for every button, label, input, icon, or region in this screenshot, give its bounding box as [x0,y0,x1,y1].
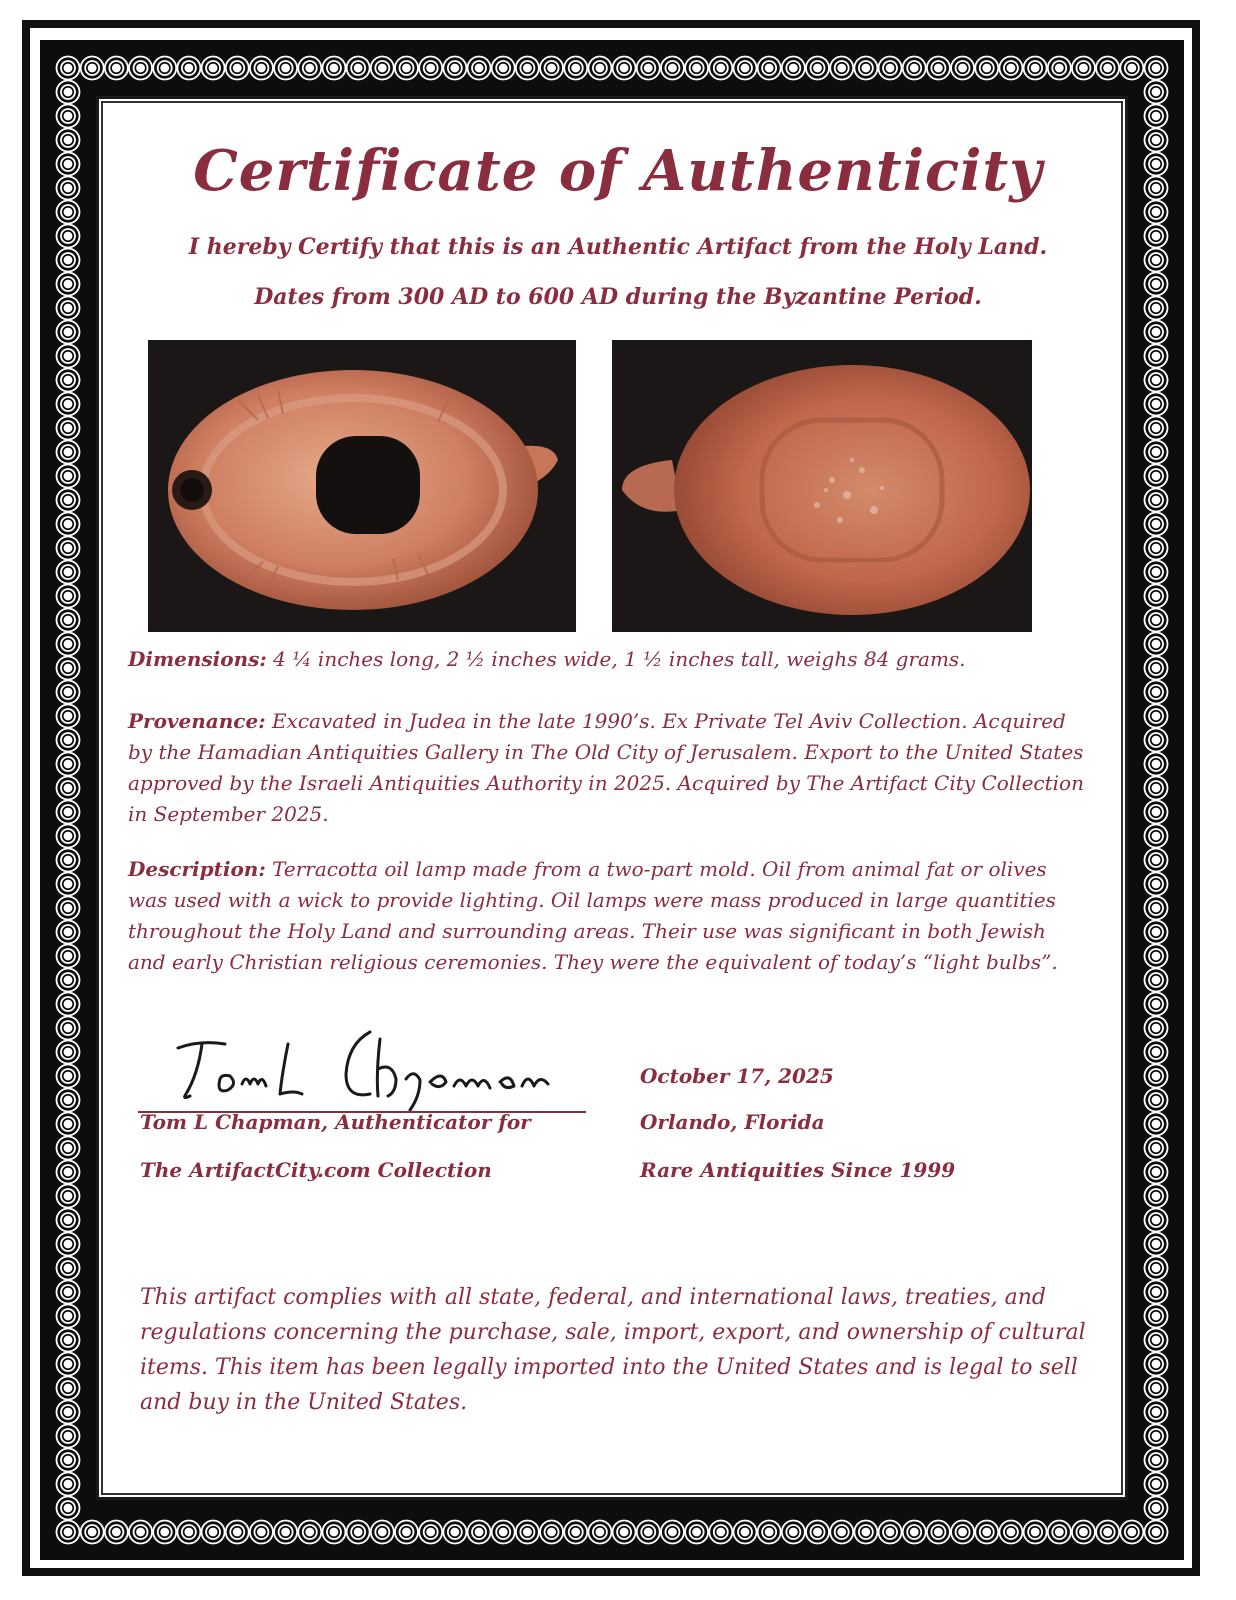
tagline: Rare Antiquities Since 1999 [640,1158,956,1182]
issue-date: October 17, 2025 [640,1064,834,1088]
lamp-photo-top [148,340,576,632]
provenance-label: Provenance: [128,709,266,733]
description-paragraph [128,854,1088,978]
oil-lamp-bottom-view-icon [612,340,1032,632]
provenance-paragraph [128,706,1088,830]
provenance-text: Excavated in Judea in the late 1990’s. Ex Private Tel Aviv Collection. Acquired by the Hamadian Antiquities Gallery in The Old City of Jerusalem. Export to the United States approved by the Israeli Antiquities Authority in 2025. Acquired by The Artifact City Collection in September 2025. [128,709,1084,826]
authenticator-name: Tom L Chapman, Authenticator for [140,1110,531,1134]
dimensions-label: Dimensions: [128,647,267,671]
dimensions-text: 4 ¼ inches long, 2 ½ inches wide, 1 ½ inches tall, weighs 84 grams. [266,647,966,671]
description-label: Description: [128,857,266,881]
legal-notice: This artifact complies with all state, federal, and international laws, treaties, and regulations concerning the purchase, sale, import, export, and ownership of cultural items. This item has been legally imported into the United States and is legal to sell and buy in the United States. [140,1285,1086,1415]
lamp-photo-bottom [612,340,1032,632]
dimensions-paragraph [128,644,1088,675]
oil-lamp-top-view-icon [148,340,576,632]
issue-location: Orlando, Florida [640,1110,825,1134]
description-text: Terracotta oil lamp made from a two-part mold. Oil from animal fat or olives was used with a wick to provide lighting. Oil lamps were mass produced in large quantities throughout the Holy Land and surrounding areas. Their use was significant in both Jewish and early Christian religious ceremonies. They were the equivalent of today’s “light bulbs”. [128,857,1058,974]
dates-line: Dates from 300 AD to 600 AD during the Byzantine Period. [254,284,982,310]
certify-line: I hereby Certify that this is an Authentic Artifact from the Holy Land. [188,234,1048,260]
collection-name: The ArtifactCity.com Collection [140,1158,492,1182]
certificate-title: Certificate of Authenticity [193,138,1043,204]
handwritten-signature [170,1024,570,1114]
